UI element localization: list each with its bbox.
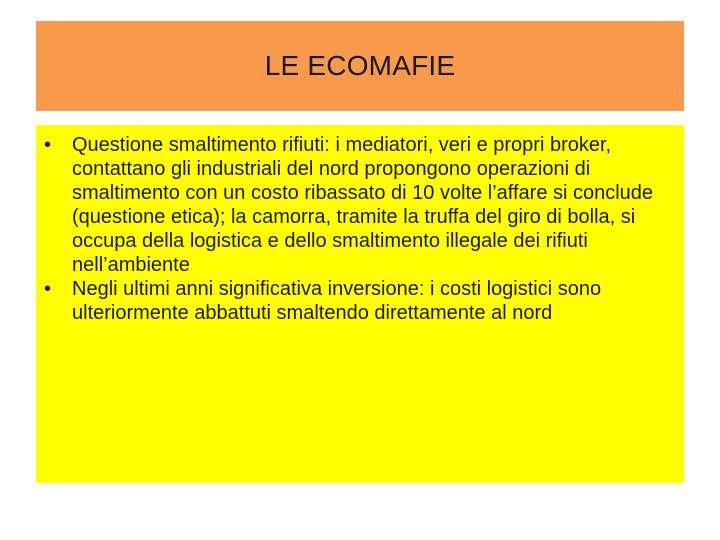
bullet-item bbox=[36, 277, 660, 325]
bullet-dot-icon: • bbox=[44, 278, 52, 300]
bullet-item bbox=[36, 133, 660, 277]
bullet-text: Negli ultimi anni significativa inversione: i costi logistici sono ulteriormente abbattuti smaltendo direttamente al nord bbox=[72, 278, 602, 324]
slide-title: LE ECOMAFIE bbox=[264, 50, 456, 81]
title-box bbox=[36, 21, 684, 111]
bullet-dot-icon: • bbox=[44, 134, 52, 156]
content-box bbox=[36, 125, 684, 483]
bullet-text: Questione smaltimento rifiuti: i mediatori, veri e propri broker, contattano gli industriali del nord propongono operazioni di smaltimento con un costo ribassato di 10 volte l’affare si conclude (questione etica); la camorra, tramite la truffa del giro di bolla, si occupa della logistica e dello smaltimento illegale dei rifiuti nell’ambiente bbox=[72, 134, 654, 276]
bullet-list bbox=[36, 133, 660, 325]
